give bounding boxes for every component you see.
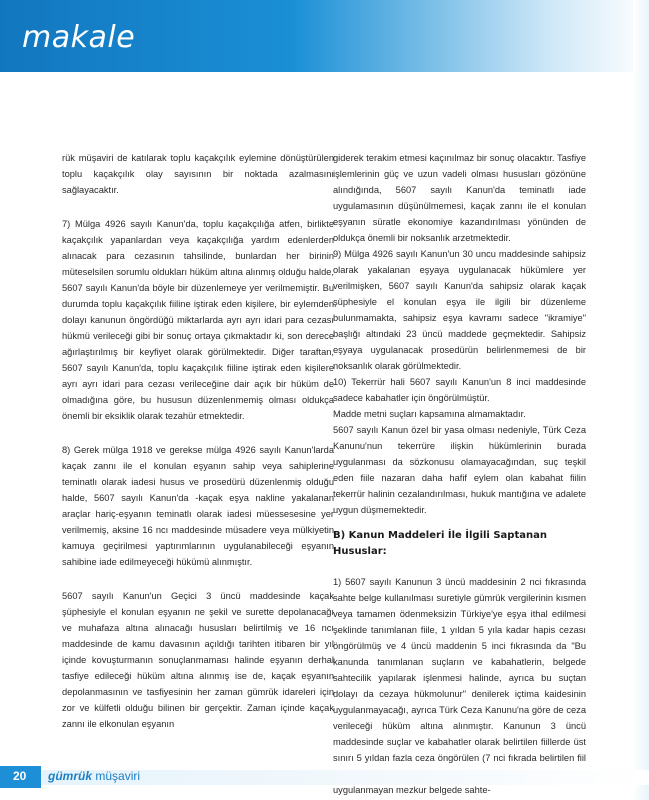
magazine-logo-bold: gümrük [48,769,93,783]
magazine-logo [48,769,140,783]
left-column [62,150,334,732]
page-edge-decoration [633,0,649,800]
section-heading: B) Kanun Maddeleri İle İlgili Saptanan Hususlar: [333,530,547,557]
right-paragraph-5: 5607 sayılı Kanun özel bir yasa olması nedeniyle, Türk Ceza Kanunu'nun tekerrüre ilişkin hükümlerinin burada uygulanması da sözkonusu olamayacağından, suç teşkil eden fiile nazaran daha hafif eylem olan kabahat fiilin tekerrür halinin cezalandırılması, hukuk mantığına ve adalete uygun düşmemektedir. [333,425,586,515]
left-paragraph-2: 7) Mülga 4926 sayılı Kanun'da, toplu kaçakçılığa atfen, birlikte kaçakçılık yapanlardan veya kaçakçılığa yardım edenlerden alınacak para cezasının tahsilinde, bunlardan her birinin müteselsilen sorumlu oldukları hüküm altına alınmış olduğu halde, 5607 sayılı Kanun'da böyle bir düzenlemeye yer verilmemiştir. Bu durumda toplu kaçakçılık fiiline iştirak eden kişilere, bir eylemden dolayı kanunun öngördüğü miktarlarda ayrı ayrı idari para cezası hükmü verileceği gibi bir sonuç ortaya çıkmaktadır ki, son derece ağırlaştırılmış bir keyfiyet olarak görülmektedir. Diğer taraftan, 5607 sayılı Kanun'da, toplu kaçakçılık fiiline iştirak eden kişilere ayrı ayrı idari para cezası verileceğine dair açık bir hüküm de olmadığına göre, bu hususun düzenlenmemiş olması oldukça önemli bir eksiklik olarak tezahür etmektedir. [62,219,334,421]
page-number: 20 [13,769,27,783]
header-banner [0,0,649,72]
left-paragraph-4: 5607 sayılı Kanun'un Geçici 3 üncü maddesinde kaçak şüphesiyle el konulan eşyanın ne şekil ve surette depolanacağı ve muhafaza altına alınacağı hususları belirtilmiş ve 16 ncı maddesinde de kamu davasının açıldığı tarihten itibaren bir yıl içinde kovuşturmanın sonuçlanmaması halinde eşyanın derhal tasfiye edileceği hüküm altına alınmış ise de, kaçak eşyanın depolanmasının ve tasfiyesinin her zaman gümrük idareleri için zor ve külfetli olduğu bilinen bir gerçektir. Zaman içinde kaçak zannı ile elkonulan eşyanın [62,591,334,729]
magazine-logo-rest: müşaviri [92,769,141,783]
right-column [333,150,586,798]
section-title: makale [22,20,136,55]
right-paragraph-3: 10) Tekerrür hali 5607 sayılı Kanun'un 8 inci maddesinde sadece kabahatler için öngörülmüştür. [333,377,586,403]
right-paragraph-1: giderek terakim etmesi kaçınılmaz bir sonuç olacaktır. Tasfiye işlemlerinin güç ve uzun vadeli olması hususları gözönüne alındığında, 5607 sayılı Kanun'da teminatlı iade uygulamasının düşünülmemesi, kaçak zannı ile el konulan eşyanın süratle ekonomiye kazandırılması yönünden de oldukça önemli bir noksanlık arzetmektedir. [333,153,586,243]
left-paragraph-3: 8) Gerek mülga 1918 ve gerekse mülga 4926 sayılı Kanun'larda kaçak zannı ile el konulan eşyanın sahip veya sahiplerine teminatlı olarak iadesi husus ve prosedürü düzenlenmiş olduğu halde, 5607 sayılı Kanun'da -kaçak eşya nakline yakalanan araçlar hariç-eşyanın teminatlı olarak iadesi müessesesine yer verilmemiş, aksine 16 ncı maddesinde müsadere veya mülkiyetin kamuya geçirilmesi yaptırımlarının uygulanabileceği eşyanın sahibine iade edilmeyeceği hükümü alınmıştır. [62,445,334,567]
right-paragraph-4: Madde metni suçları kapsamına almamaktadır. [333,409,526,419]
right-paragraph-2: 9) Mülga 4926 sayılı Kanun'un 30 uncu maddesinde sahipsiz olarak yakalanan eşyaya uygulanacak hükümlere yer verilmişken, 5607 sayılı Kanun'da sahipsiz olarak kaçak şüphesiyle el konulan eşya ile ilgili bir düzenleme bulunmamakta, sahipsiz eşya kavramı sadece "ikramiye" başlığı altındaki 23 üncü maddede geçmektedir. Sahipsiz eşyaya uygulanacak prosedürün belirlenmemesi de bir noksanlık olarak görülmektedir. [333,249,586,371]
right-paragraph-6: 1) 5607 sayılı Kanunun 3 üncü maddesinin 2 nci fıkrasında sahte belge kullanılması suretiyle gümrük vergilerinin kısmen veya tamamen ödenmeksizin Türkiye'ye eşya ithal edilmesi şeklinde tanımlanan fiile, 1 yıldan 5 yıla kadar hapis cezası öngörülmüş ve 4 üncü maddenin 5 inci fıkrasında da "Bu kanunda tanımlanan suçların ve kabahatlerin, belgede sahtecilik yapılarak işlenmesi halinde, ayrıca bu suçtan dolayı da cezaya hükmolunur" denilerek içtima kaidesinin uygulanmayacağı, ayrıca Türk Ceza Kanunu'na göre de ceza verileceği hüküm altına alınmıştır. Kanunun 3 üncü maddesinde suçlar ve kabahatler olarak belirtilen fiillerde üst sınırı 5 yıldan fazla ceza öngörülen (7 nci fıkrada belirtilen fiil uygulanmayan mezkur belgede sahte- [333,577,586,795]
left-paragraph-1: rük müşaviri de katılarak toplu kaçakçılık eylemine dönüştürülen toplu kaçakçılık olay sayısının bir noktada azalmasını sağlayacaktır. [62,153,334,195]
page-number-box [0,766,41,788]
